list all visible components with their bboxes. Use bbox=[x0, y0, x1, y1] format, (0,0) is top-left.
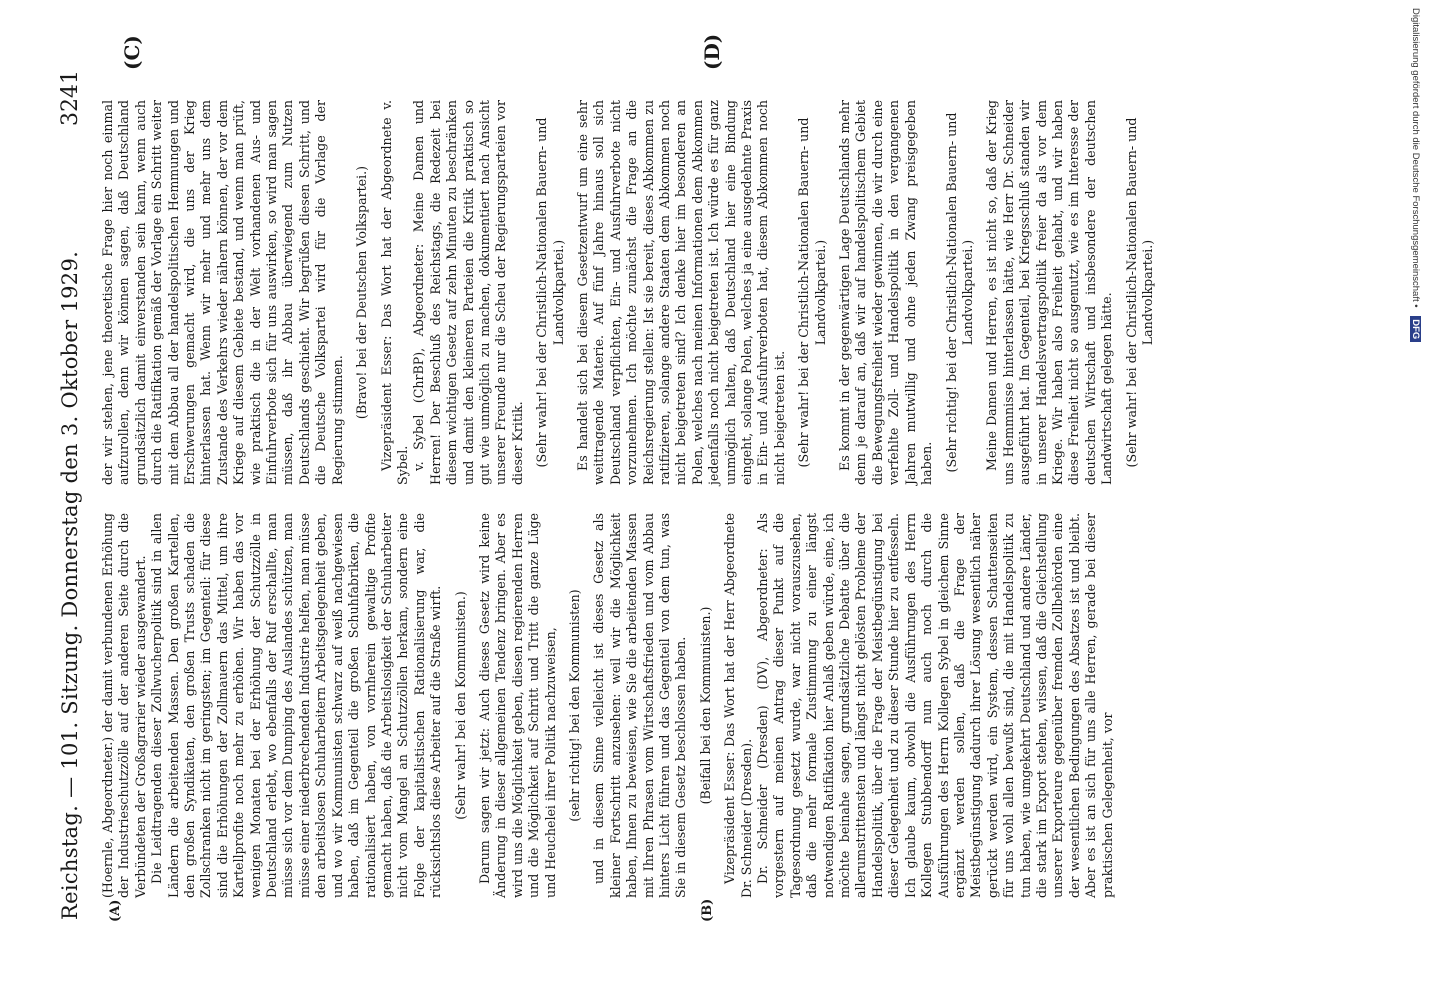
paragraph: v. Sybel (ChrBP), Abgeordneter: Meine Damen und Herren! Der Beschluß des Reichstags, die Redezeit bei diesem wichtigen Gesetz auf zehn Minuten zu beschränken und damit den kleineren Parteien die Kritik praktisch so gut wie unmöglich zu machen, dokumentiert nach Ansicht unserer Freunde nur die Scheu der Regierungsparteien vor dieser Kritik. bbox=[411, 100, 525, 485]
margin-marker-c: (C) bbox=[120, 35, 144, 70]
digitization-note-text: Digitalisierung gefördert durch die Deutsche Forschungsgemeinschaft • bbox=[1410, 8, 1421, 308]
interjection: (Sehr wahr! bei der Christlich-Nationalen Bauern- und Landvolkpartei.) bbox=[534, 117, 566, 468]
paragraph: Die Leidtragenden dieser Zollwucherpolitik sind in allen Ländern die arbeitenden Massen. Den großen Kartellen, den großen Syndikaten, den großen Trusts schaden die Zollschranken nicht im geringsten; im Gegenteil: für diese sind die Erhöhungen der Zollmauern das Mittel, um ihre Kartellprofite noch mehr zu erhöhen. Wir haben das vor wenigen Monaten bei der Erhöhung der Schutzzölle in Deutschland erlebt, wo ebenfalls der Ruf erschallte, man müsse sich vor dem Dumping des Auslandes schützen, man müsse einer niederbrechenden Industrie helfen, man müsse den arbeitslosen Schuharbeitern Arbeitsgelegenheit geben, und wo wir Kommunisten schwarz auf weiß nachgewiesen haben, daß im Gegenteil die großen Schuhfabriken, die rationalisiert haben, von vornherein gewaltige Profite gemacht haben, daß die Arbeitslosigkeit der Schuharbeiter nicht vom Mangel an Schutzzöllen herkam, sondern eine Folge der kapitalistischen Rationalisierung war, die rücksichtslos diese Arbeiter auf die Straße wirft. bbox=[149, 513, 444, 898]
paragraph: Vizepräsident Esser: Das Wort hat der Herr Abgeordnete Dr. Schneider (Dresden). bbox=[722, 513, 754, 898]
paragraph: Darum sagen wir jetzt: Auch dieses Gesetz wird keine Änderung in dieser allgemeinen Tendenz bringen. Aber es wird uns die Möglichkeit geben, diesen regierenden Herren und die Möglichkeit auf Schritt und Tritt die ganze Lüge und Heuchelei ihrer Politik nachzuweisen, bbox=[476, 513, 558, 898]
paragraph: Es handelt sich bei diesem Gesetzentwurf um eine sehr weittragende Materie. Auf fünf Jahre hinaus soll sich Deutschland verpflichten, Ein- und Ausfuhrverbote nicht vorzunehmen. Ich möchte zunächst die Frage an die Reichsregierung stellen: Ist sie bereit, dieses Abkommen zu ratifizieren, solange andere Staaten dem Abkommen noch nicht beigetreten sind? Ich denke hier im besonderen an Polen, welches nach meinen Informationen dem Abkommen jedenfalls noch nicht beigetreten ist. Ich würde es für ganz unmöglich halten, daß Deutschland hier eine Bindung eingeht, solange Polen, welches ja eine ausgedehnte Praxis in Ein- und Ausfuhrverboten hat, diesem Abkommen noch nicht beigetreten ist. bbox=[574, 100, 787, 485]
dfg-logo: DFG bbox=[1410, 316, 1421, 342]
paragraph: und in diesem Sinne vielleicht ist dieses Gesetz als kleiner Fortschritt anzusehen: weil wir die Möglichkeit haben, Ihnen zu beweisen, wie Sie die arbeitenden Massen mit Ihren Phrasen vom Wirtschaftsfrieden und vom Abbau hinters Licht führen und das Gegenteil von dem tun, was Sie in diesem Gesetz beschlossen haben. bbox=[591, 513, 689, 898]
paragraph: der wir stehen, jene theoretische Frage hier noch einmal aufzurollen, denn wir können sagen, daß Deutschland grundsätzlich damit einverstanden sein kann, wenn auch durch die Ratifikation gemäß der Vorlage ein Schritt weiter mit dem Abbau all der handelspolitischen Hemmungen und Erschwerungen gemacht wird, die uns der Krieg hinterlassen hat. Wenn wir mehr und mehr uns dem Zustande des Verkehrs wieder nähern können, der vor dem Kriege auf diesem Gebiete bestand, und wenn man prüft, wie praktisch die in der Welt vorhandenen Aus- und Einfuhrverbote sich für uns auswirken, so wird man sagen müssen, daß ihr Abbau überwiegend zum Nutzen Deutschlands geschieht. Wir begrüßen diesen Schritt, und die Deutsche Volkspartei wird für die Vorlage der Regierung stimmen. bbox=[100, 100, 345, 485]
page-number: 3241 bbox=[58, 70, 83, 126]
paragraph: Vizepräsident Esser: Das Wort hat der Abgeordnete v. Sybel. bbox=[378, 100, 410, 485]
interjection: (Sehr wahr! bei der Christlich-Nationalen Bauern- und Landvolkpartei.) bbox=[796, 117, 828, 468]
interjection: (Beifall bei den Kommunisten.) bbox=[697, 606, 713, 805]
paragraph: Es kommt in der gegenwärtigen Lage Deutschlands mehr denn je darauf an, daß wir auf handelspolitischem Gebiet die Bewegungsfreiheit wieder gewinnen, die wir durch eine verfehlte Zoll- und Handelspolitik in den vergangenen Jahren mutwillig und ohne jeden Zwang preisgegeben haben. bbox=[837, 100, 935, 485]
header-title: Reichstag. — 101. Sitzung. Donnerstag den 3. Oktober 1929. bbox=[58, 250, 82, 920]
interjection: (Sehr richtig! bei der Christlich-Nationalen Bauern- und Landvolkpartei.) bbox=[943, 112, 975, 473]
digitization-note bbox=[1410, 8, 1421, 908]
page-header bbox=[54, 70, 94, 920]
margin-marker-b: (B) bbox=[700, 898, 715, 922]
margin-marker-a: (A) bbox=[108, 899, 123, 922]
interjection: (Sehr wahr! bei den Kommunisten.) bbox=[452, 591, 468, 820]
interjection: (Bravo! bei der Deutschen Volkspartei.) bbox=[354, 165, 370, 420]
interjection: (Sehr wahr! bei der Christlich-Nationalen Bauern- und Landvolkpartei.) bbox=[1123, 117, 1155, 468]
margin-marker-d: (D) bbox=[700, 33, 724, 70]
paragraph: Dr. Schneider (Dresden) (DV), Abgeordneter: Als vorgestern auf meinen Antrag dieser Punkt auf die Tagesordnung gesetzt wurde, war nicht vorauszusehen, daß die mehr formale Zustimmung zu einer längst notwendigen Ratifikation hier Anlaß geben würde, eine, ich möchte beinahe sagen, grundsätzliche Debatte über die allerumstrittensten und längst nicht gelösten Probleme der Handelspolitik, über die Frage der Meistbegünstigung bei dieser Gelegenheit und zu dieser Stunde hier zu entfesseln. Ich glaube kaum, obwohl die Ausführungen des Herrn Kollegen Stubbendorff nun auch noch durch die Ausführungen des Herrn Kollegen Sybel in gleichem Sinne ergänzt werden sollen, daß die Frage der Meistbegünstigung dadurch ihrer Lösung wesentlich näher gerückt werden wird, ein System, dessen Schattenseiten für uns wohl allen bewußt sind, die mit Handelspolitik zu tun haben, wie umgekehrt Deutschland und andere Länder, die stark im Export stehen, wissen, daß die Gleichstellung unserer Exporteure gegenüber fremden Zollbehörden eine der wesentlichen Bedingungen des Absatzes ist und bleibt. Aber es ist an sich für uns alle Herren, gerade bei dieser praktischen Gelegenheit, vor bbox=[755, 513, 1115, 898]
paragraph: (Hoernle, Abgeordneter.) der damit verbundenen Erhöhung der Industrieschutzzölle auf der anderen Seite durch die Verbündeten der Großagrarier wieder ausgewandert. bbox=[100, 513, 148, 898]
interjection: (sehr richtig! bei den Kommunisten) bbox=[566, 589, 582, 822]
right-text-column bbox=[100, 100, 1164, 485]
left-text-column bbox=[100, 513, 1116, 898]
paragraph: Meine Damen und Herren, es ist nicht so, daß der Krieg uns Hemmnisse hinterlassen hätte, wie Herr Dr. Schneider ausgeführt hat. Im Gegenteil, bei Kriegsschluß standen wir in unserer Handelsvertragspolitik freier da als vor dem Kriege. Wir haben also Freiheit gehabt, und wir haben diese Freiheit nicht so ausgenutzt, wie es im Interesse der deutschen Wirtschaft und insbesondere der deutschen Landwirtschaft gelegen hätte. bbox=[984, 100, 1115, 485]
